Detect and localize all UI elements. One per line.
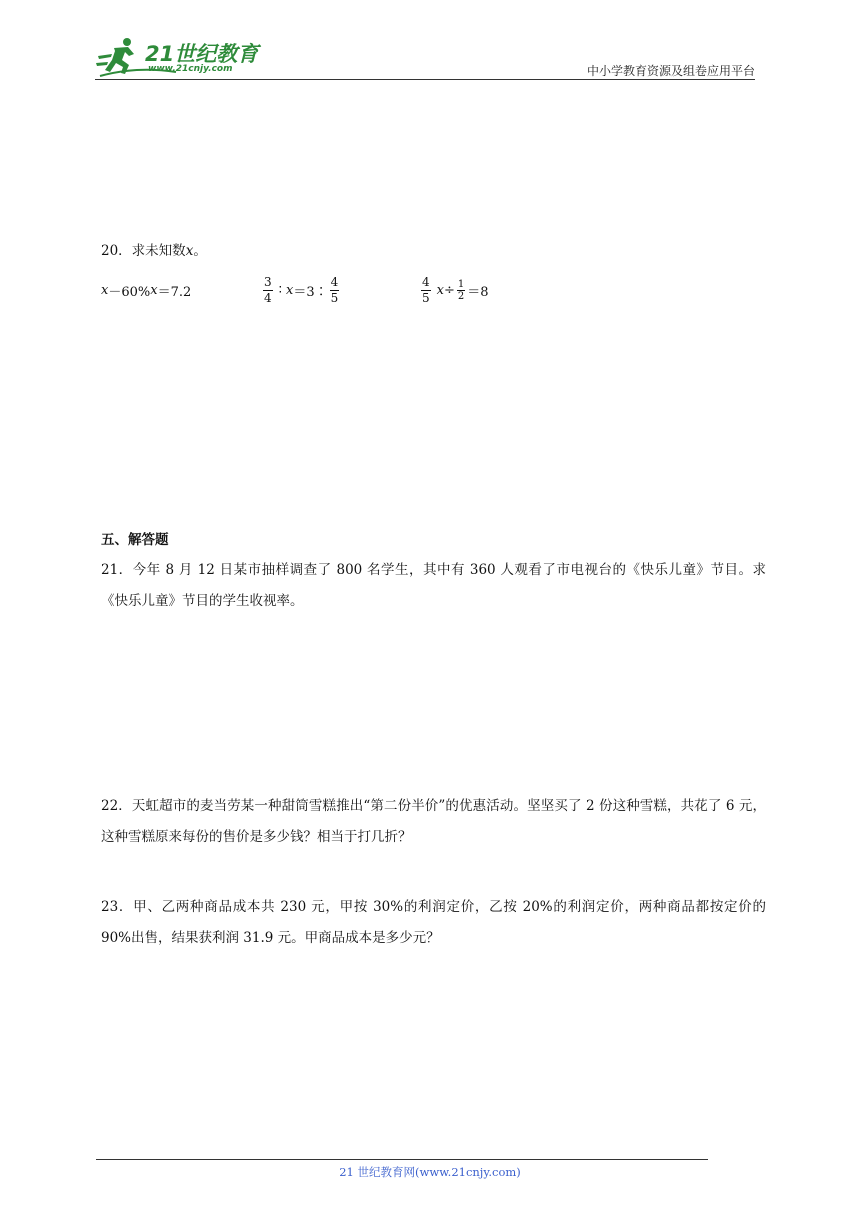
equation-1-mid: －60% <box>108 284 151 300</box>
equation-3-rhs: ＝8 <box>467 284 489 300</box>
footer-text: 21 世纪教育网(www.21cnjy.com) <box>339 1165 521 1179</box>
equation-3 <box>419 270 489 310</box>
equation-2-fraction-2 <box>330 275 340 306</box>
fraction-denominator: 5 <box>422 290 430 305</box>
question-20-var: x <box>185 243 194 259</box>
question-21: 21．今年 8 月 12 日某市抽样调查了 800 名学生，其中有 360 人观看了市电视台的《快乐儿童》节目。求《快乐儿童》节目的学生收视率。 <box>101 562 766 609</box>
equation-2-eq: ＝3∶ <box>293 284 328 300</box>
question-23: 23．甲、乙两种商品成本共 230 元，甲按 30%的利润定价，乙按 20%的利润定价，两种商品都按定价的 90%出售，结果获利润 31.9 元。甲商品成本是多少元？ <box>101 899 766 946</box>
fraction-numerator: 1 <box>457 278 465 290</box>
equation-2-fraction-1 <box>263 275 273 306</box>
question-20-prompt <box>101 241 207 261</box>
question-22: 22．天虹超市的麦当劳某一种甜筒雪糕推出“第二份半价”的优惠活动。坚坚买了 2 份这种雪糕，共花了 6 元，这种雪糕原来每份的售价是多少钱？相当于打几折？ <box>101 798 766 845</box>
question-20-suffix: 。 <box>193 243 207 259</box>
equation-1-x1: x <box>101 282 109 298</box>
fraction-numerator: 3 <box>264 274 272 289</box>
equation-2 <box>261 270 341 310</box>
footer-divider <box>96 1159 708 1160</box>
equation-1-x2: x <box>150 282 158 298</box>
equation-3-x: x <box>436 282 444 298</box>
equation-3-div: ÷ <box>443 282 455 298</box>
fraction-denominator: 5 <box>330 290 339 305</box>
equation-2-x: x <box>286 282 294 298</box>
fraction-denominator: 2 <box>457 290 465 302</box>
equation-2-colon: ∶ <box>278 282 283 298</box>
section-heading: 五、解答题 <box>101 532 169 548</box>
logo-text: 21世纪教育 <box>145 42 259 66</box>
equation-3-fraction-2 <box>457 279 465 302</box>
equation-1 <box>101 280 191 300</box>
platform-title: 中小学教育资源及组卷应用平台 <box>586 64 755 78</box>
equation-1-rhs: ＝7.2 <box>157 284 192 300</box>
question-20-prefix: 20．求未知数 <box>101 243 186 259</box>
fraction-numerator: 4 <box>330 274 339 289</box>
fraction-numerator: 4 <box>422 274 430 289</box>
logo-url: www.21cnjy.com <box>148 64 233 74</box>
header-divider <box>95 79 755 80</box>
fraction-denominator: 4 <box>264 290 272 305</box>
equation-3-fraction-1 <box>421 275 431 306</box>
